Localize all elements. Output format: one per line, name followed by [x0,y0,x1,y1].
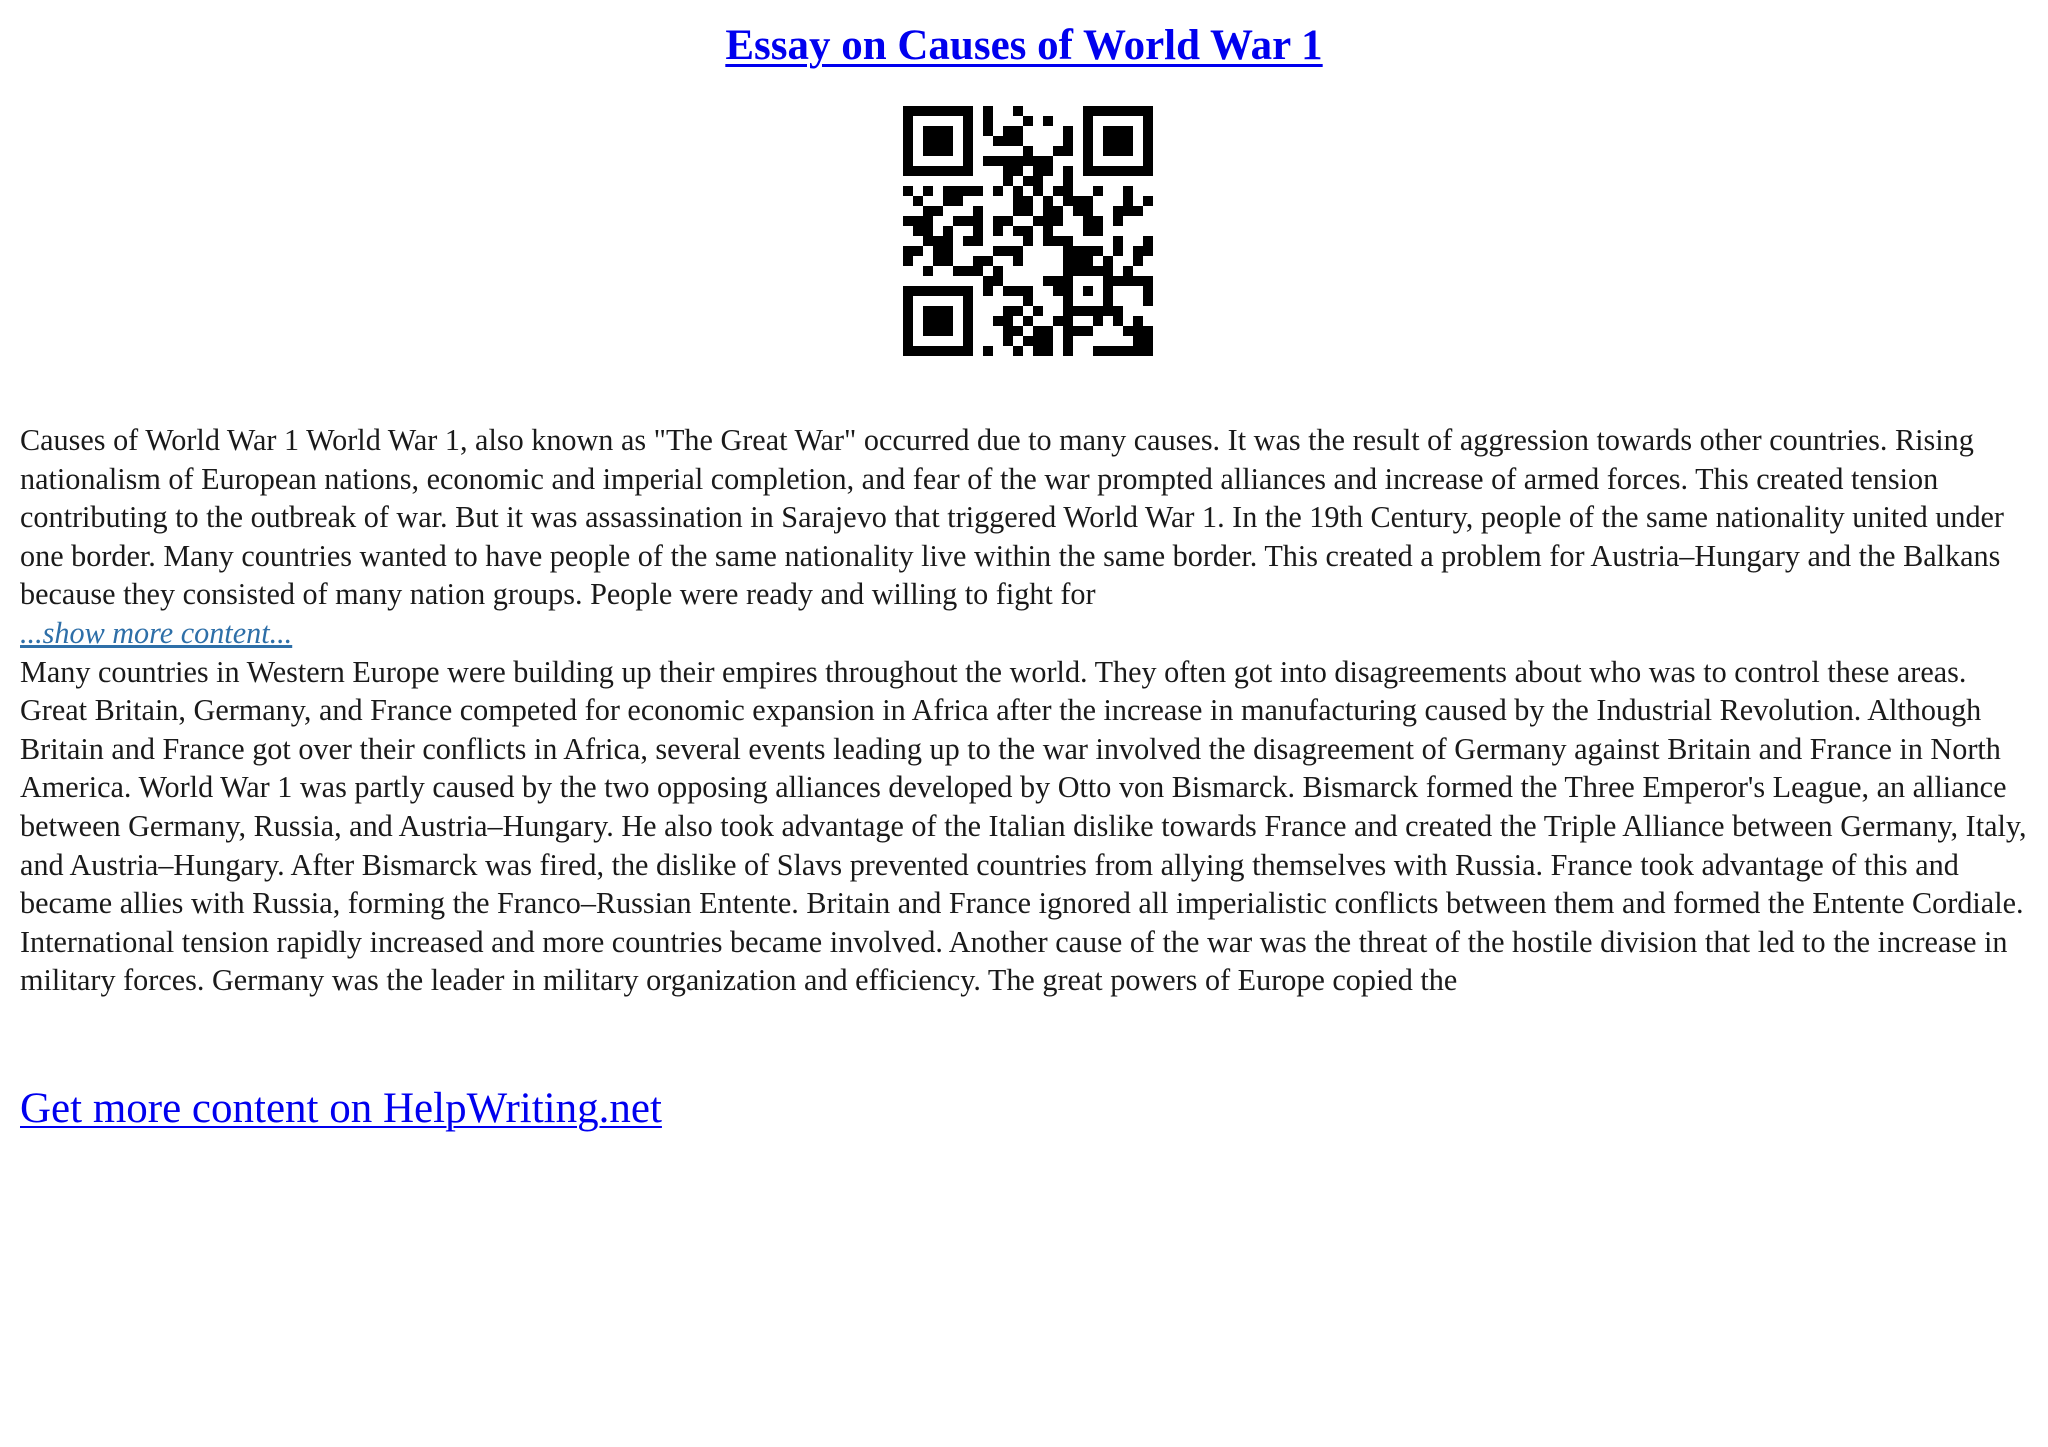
title-link[interactable]: Essay on Causes of World War 1 [725,22,1323,69]
qr-code-icon [903,106,1153,356]
show-more-link[interactable]: ...show more content... [20,615,293,650]
qr-code-graphic [903,106,1153,356]
footer-link[interactable]: Get more content on HelpWriting.net [20,1085,662,1132]
essay-paragraph-1: Causes of World War 1 World War 1, also known as "The Great War" occurred due to many causes. It was the result of aggression towards other countries. Rising nationalism of European nations, economic and imperial completion, and fear of the war prompted alliances and increase of armed forces. This created tension contributing to the outbreak of war. But it was assassination in Sarajevo that triggered World War 1. In the 19th Century, people of the same nationality united under one border. Many countries wanted to have people of the same nationality live within the same border. This created a problem for Austria–Hungary and the Balkans because they consisted of many nation groups. People were ready and willing to fight for [20,423,2004,612]
essay-paragraph-2: Many countries in Western Europe were building up their empires throughout the world. They often got into disagreements about who was to control these areas. Great Britain, Germany, and France competed for economic expansion in Africa after the increase in manufacturing caused by the Industrial Revolution. Although Britain and France got over their conflicts in Africa, several events leading up to the war involved the disagreement of Germany against Britain and France in North America. World War 1 was partly caused by the two opposing alliances developed by Otto von Bismarck. Bismarck formed the Three Emperor's League, an alliance between Germany, Russia, and Austria–Hungary. He also took advantage of the Italian dislike towards France and created the Triple Alliance between Germany, Italy, and Austria–Hungary. After Bismarck was fired, the dislike of Slavs prevented countries from allying themselves with Russia. France took advantage of this and became allies with Russia, forming the Franco–Russian Entente. Britain and France ignored all imperialistic conflicts between them and formed the Entente Cordiale. International tension rapidly increased and more countries became involved. Another cause of the war was the threat of the hostile division that led to the increase in military forces. Germany was the leader in military organization and efficiency. The great powers of Europe copied the [20,654,2027,998]
essay-body [20,421,2030,1000]
page-title [0,18,2048,74]
